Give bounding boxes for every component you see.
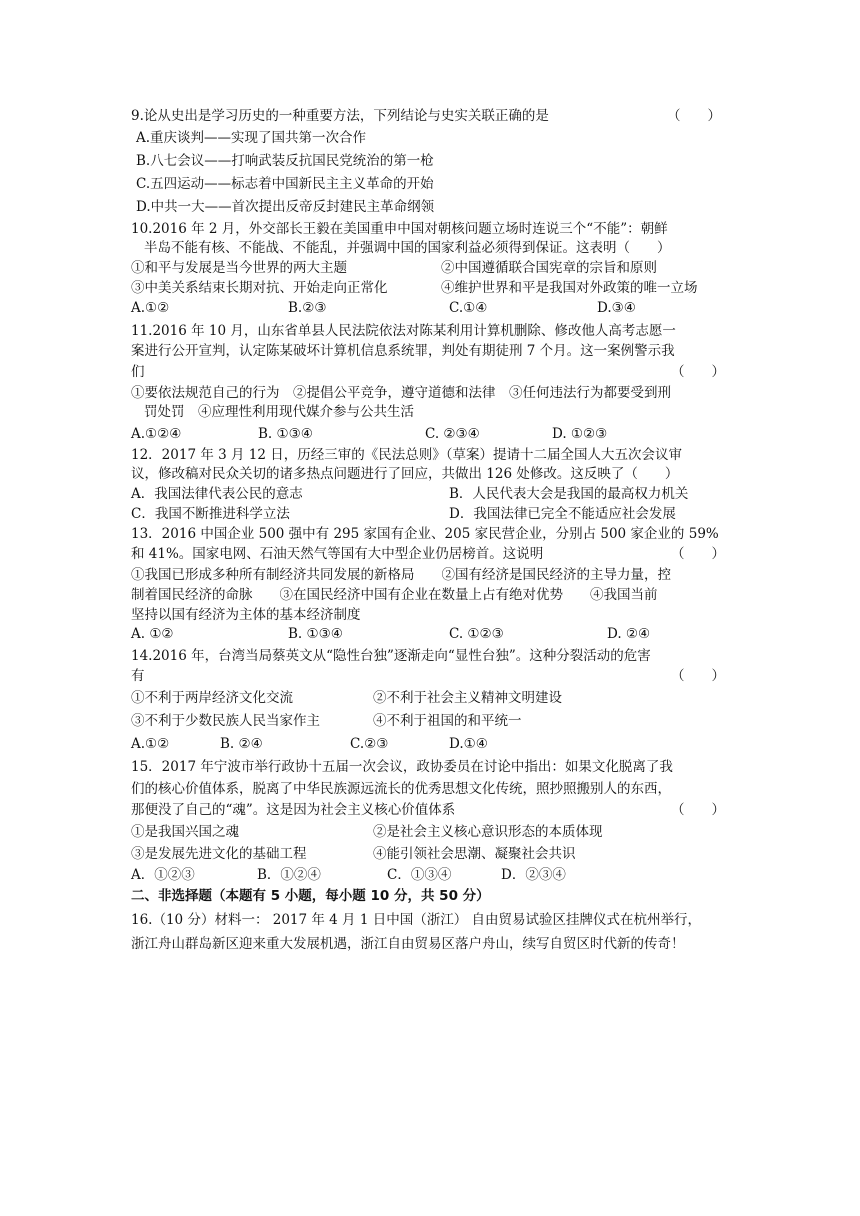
q11-answer-paren: （ ） (671, 364, 725, 380)
q11-line-2: 案进行公开宣判，认定陈某破坏计算机信息系统罪，判处有期徒刑 7 个月。这一案例警示我 (131, 343, 675, 359)
q11-line-3 (131, 362, 731, 382)
q11-statements-line-2: 罚处罚 ④应理性利用现代媒介参与公共生活 (144, 404, 414, 420)
q11-statements-line-1: ①要依法规范自己的行为 ②提倡公平竞争，遵守道德和法律 ③任何违法行为都要受到刑 (131, 385, 671, 401)
q11-option-b: B. ①③④ (258, 426, 313, 442)
q15-line-3 (131, 800, 731, 820)
q9-stem: 9.论从史出是学习历史的一种重要方法，下列结论与史实关联正确的是 (131, 108, 549, 124)
q13-line-2 (131, 544, 731, 564)
q12-line-2: 议，修改稿对民众关切的诸多热点问题进行了回应，共做出 126 处修改。这反映了（ ） (131, 466, 679, 482)
q12-option-a: A．我国法律代表公民的意志 (131, 486, 303, 502)
q14-option-b: B. ②④ (220, 736, 263, 752)
q10-statement-4: ④维护世界和平是我国对外政策的唯一立场 (441, 280, 698, 296)
q10-statement-3: ③中美关系结束长期对抗、开始走向正常化 (131, 280, 388, 296)
q16-line-2: 浙江舟山群岛新区迎来重大发展机遇，浙江自由贸易区落户舟山，续写自贸区时代新的传奇！ (131, 936, 685, 952)
q9-option-b: B.八七会议——打响武装反抗国民党统治的第一枪 (136, 153, 434, 169)
q12-option-c: C．我国不断推进科学立法 (131, 506, 290, 522)
q10-line-1: 10.2016 年 2 月，外交部长王毅在美国重申中国对朝核问题立场时连说三个“不能”：朝鲜 (131, 221, 668, 237)
q9-option-a: A.重庆谈判——实现了国共第一次合作 (136, 130, 367, 146)
q14-line-1: 14.2016 年，台湾当局蔡英文从“隐性台独”逐渐走向“显性台独”。这种分裂活动的危害 (131, 648, 651, 664)
q14-option-c: C.②③ (350, 736, 389, 752)
q10-statement-1: ①和平与发展是当今世界的两大主题 (131, 260, 347, 276)
q13-statements-line-1: ①我国已形成多种所有制经济共同发展的新格局 ②国有经济是国民经济的主导力量，控 (131, 567, 671, 583)
q13-option-a: A. ①② (131, 626, 174, 642)
q15-line-1: 15．2017 年宁波市举行政协十五届一次会议，政协委员在讨论中指出：如果文化脱离了我 (131, 759, 673, 775)
q12-option-b: B．人民代表大会是我国的最高权力机关 (449, 486, 689, 502)
q10-statement-2: ②中国遵循联合国宪章的宗旨和原则 (441, 260, 657, 276)
q13-option-d: D. ②④ (607, 626, 651, 642)
q13-statements-line-2: 制着国民经济的命脉 ③在国民经济中国有企业在数量上占有绝对优势 ④我国当前 (131, 587, 658, 603)
q13-line-2-text: 和 41%。国家电网、石油天然气等国有大中型企业仍居榜首。这说明 (131, 546, 544, 562)
q11-option-d: D. ①②③ (552, 426, 608, 442)
q10-option-a: A.①② (131, 300, 170, 316)
q14-answer-paren: （ ） (671, 668, 725, 684)
q15-line-2: 们的核心价值体系，脱离了中华民族源远流长的优秀思想文化传统，照抄照搬别人的东西， (131, 781, 671, 797)
q15-statement-3: ③是发展先进文化的基础工程 (131, 846, 307, 862)
q14-option-a: A.①② (131, 736, 170, 752)
q9-stem-line (131, 106, 731, 126)
q15-option-c: C．①③④ (387, 867, 452, 883)
q13-statements-line-3: 坚持以国有经济为主体的基本经济制度 (131, 607, 361, 623)
q10-option-d: D.③④ (597, 300, 636, 316)
q15-statement-1: ①是我国兴国之魂 (131, 824, 239, 840)
q12-option-d: D．我国法律已完全不能适应社会发展 (449, 506, 676, 522)
q16-line-1: 16.（10 分）材料一： 2017 年 4 月 1 日中国（浙江） 自由贸易试验区挂牌仪式在杭州举行， (131, 912, 702, 928)
q10-option-b: B.②③ (288, 300, 327, 316)
q13-option-b: B. ①③④ (288, 626, 343, 642)
q14-statement-3: ③不利于少数民族人民当家作主 (131, 713, 320, 729)
q10-line-2: 半岛不能有核、不能战、不能乱，并强调中国的国家利益必须得到保证。这表明（ ） (144, 240, 671, 256)
q10-option-c: C.①④ (449, 300, 488, 316)
q14-statement-2: ②不利于社会主义精神文明建设 (373, 690, 562, 706)
q14-line-2 (131, 666, 731, 686)
q12-line-1: 12．2017 年 3 月 12 日，历经三审的《民法总则》（草案）提请十二届全国人大五次会议审 (131, 447, 683, 463)
q13-answer-paren: （ ） (671, 546, 725, 562)
q15-statement-4: ④能引领社会思潮、凝聚社会共识 (373, 846, 576, 862)
q11-option-a: A.①②④ (131, 426, 182, 442)
q15-option-b: B．①②④ (257, 867, 321, 883)
q11-option-c: C. ②③④ (425, 426, 480, 442)
q13-line-1: 13．2016 中国企业 500 强中有 295 家国有企业、205 家民营企业，分别占 500 家企业的 59% (131, 526, 719, 542)
q14-option-d: D.①④ (449, 736, 488, 752)
q14-statement-1: ①不利于两岸经济文化交流 (131, 690, 293, 706)
q15-answer-paren: （ ） (671, 802, 725, 818)
q9-answer-paren: （ ） (667, 108, 721, 124)
q9-option-c: C.五四运动——标志着中国新民主主义革命的开始 (136, 176, 434, 192)
q13-option-c: C. ①②③ (449, 626, 504, 642)
q14-statement-4: ④不利于祖国的和平统一 (373, 713, 522, 729)
q15-statement-2: ②是社会主义核心意识形态的本质体现 (373, 824, 603, 840)
q15-option-a: A．①②③ (131, 867, 195, 883)
q14-line-2-text: 有 (131, 668, 145, 684)
q11-line-1: 11.2016 年 10 月，山东省单县人民法院依法对陈某利用计算机删除、修改他人高考志愿一 (131, 323, 676, 339)
q9-option-d: D.中共一大——首次提出反帝反封建民主革命纲领 (136, 199, 435, 215)
q11-line-3-text: 们 (131, 364, 145, 380)
q15-line-3-text: 那便没了自己的“魂”。这是因为社会主义核心价值体系 (131, 802, 456, 818)
section-2-heading: 二、非选择题（本题有 5 小题，每小题 10 分，共 50 分） (131, 888, 490, 904)
q15-option-d: D．②③④ (501, 867, 566, 883)
